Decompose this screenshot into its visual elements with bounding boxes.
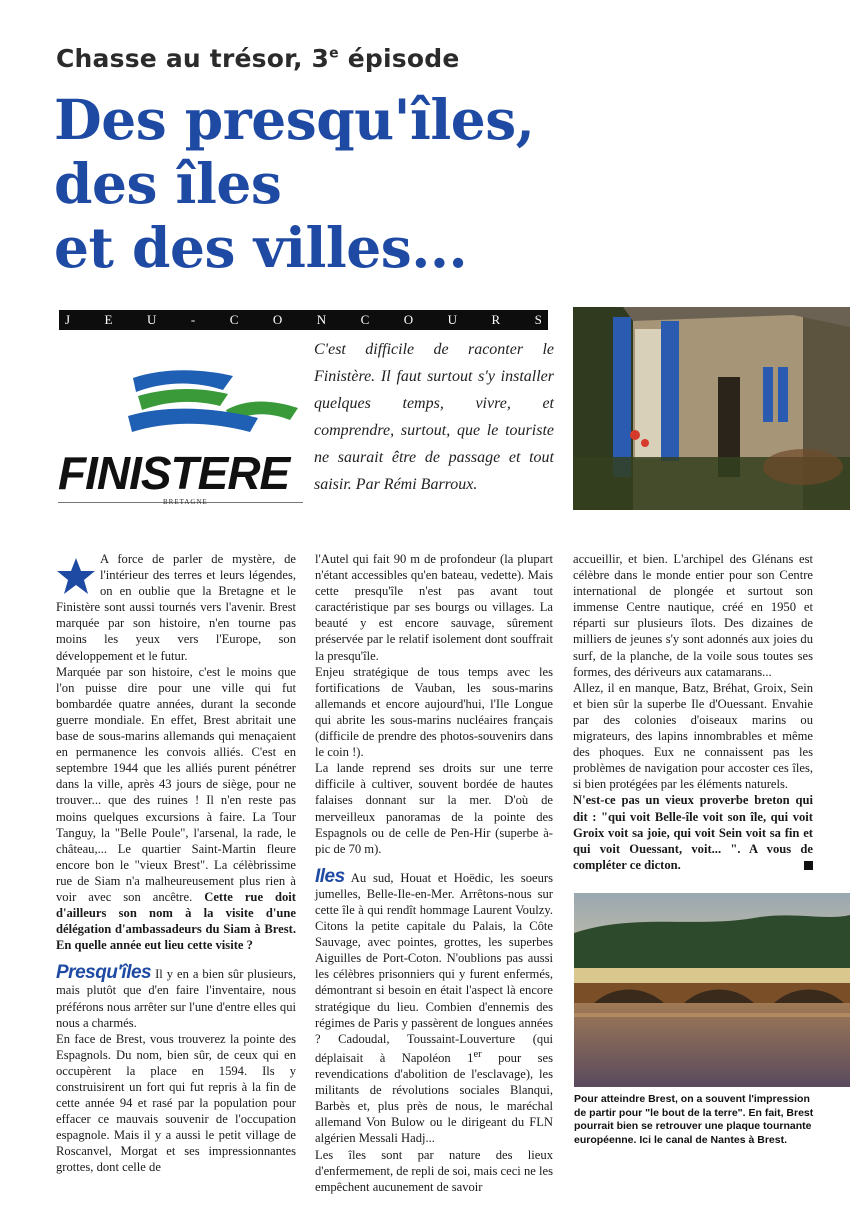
headline-line-1: Des presqu'îles,: [54, 87, 535, 152]
paragraph: accueillir, et bien. L'archipel des Glénans est célèbre dans le monde entier pour son Centre international de plongée et surtout son immense Centre nautique, créé en 1950 et réparti sur plusieurs îlots. Des dizaines de milliers de jeunes s'y sont adonnés aux joies du surf, de la planche, de la voile sous toutes ses formes, des dériveurs aux catamarans...: [573, 552, 813, 679]
banner-letter: -: [190, 312, 196, 327]
logo-wordmark: FINISTERE: [58, 447, 290, 499]
finistere-waves-icon: [58, 368, 308, 448]
headline-line-3: et des villes...: [54, 215, 468, 280]
paragraph: l'Autel qui fait 90 m de profondeur (la plupart n'étant accessibles qu'en bateau, vedette). Mais cette presqu'île n'est pas avant tout caractéristique par ses bourgs ou villages. La beauté y est encore sauvage, sûrement préservée par le relatif isolement dont souffrait la presqu'île.: [315, 552, 553, 663]
banner-letter: R: [491, 312, 501, 327]
article-column-3: [573, 551, 813, 873]
jeu-concours-banner: [59, 310, 548, 330]
banner-letter: J: [65, 312, 71, 327]
paragraph: Allez, il en manque, Batz, Bréhat, Groix, Sein et bien sûr la superbe Ile d'Ouessant. Envahie par des colonies d'oiseaux marins ou migrateurs, des lapins innombrables et même des phoques. Eux ne connaissent pas les problèmes de navigation pour accoster ces îles, si bien protégées par les éléments naturels.: [573, 680, 813, 792]
photo-caption: Pour atteindre Brest, on a souvent l'impression de partir pour "le bout de la terre". En fait, Brest pourrait bien se retrouver une plaque tournante européenne. Ici le canal de Nantes à Brest.: [574, 1093, 814, 1146]
headline: [54, 88, 814, 280]
contest-question: N'est-ce pas un vieux proverbe breton qui dit : "qui voit Belle-île voit son île, qui voit Groix voit sa joie, qui voit Sein voit sa fin et qui voit Ouessant, voit... ". A vous de compléter ce dicton.: [573, 793, 813, 872]
intro-paragraph: C'est difficile de raconter le Finistère. Il faut surtout s'y installer quelques temps, vivre, et comprendre, surtout, que le touriste ne saurait être de passage et tout saisir. Par Rémi Barroux.: [314, 341, 554, 493]
paragraph: Les îles sont par nature des lieux d'enfermement, de repli de soi, mais ceci ne les empêchent aucunement de savoir: [315, 1147, 553, 1194]
contest-question: Cette rue doit d'ailleurs son nom à la visite d'une délégation d'ambassadeurs du Siam à Brest. En quelle année eut lieu cette visite ?: [56, 889, 296, 953]
banner-letter: O: [272, 312, 283, 327]
article-column-2: [315, 551, 553, 1195]
section-lead: Iles: [315, 865, 345, 887]
banner-letter: C: [360, 312, 370, 327]
star-icon: [56, 556, 96, 596]
paragraph: A force de parler de mystère, de l'intérieur des terres et leurs légendes, on en oublie que la Bretagne et le Finistère sont aussi tournés vers l'avenir. Brest marquée par son histoire, n'en tourne pas moins les yeux vers l'Europe, son développement et le futur.: [56, 552, 296, 663]
banner-letter: C: [229, 312, 239, 327]
kicker-title: Chasse au trésor, 3e épisode: [56, 44, 460, 73]
banner-letter: U: [146, 312, 157, 327]
banner-letter: O: [403, 312, 414, 327]
article-column-1: [56, 551, 296, 1176]
paragraph: Enjeu stratégique de tous temps avec les fortifications de Vauban, les sous-marins allemands et encore aujourd'hui, l'Ile Longue qui abrite les sous-marins nucléaires français (difficile de prendre des photos-souvenirs dans le coin !).: [315, 664, 553, 760]
paragraph: [573, 792, 813, 872]
paragraph: Marquée par son histoire, c'est le moins que l'on puisse dire pour une ville qui fut bombardée quatre années, durant la seconde guerre mondiale. En effet, Brest abritait une base de sous-marins allemands qui menaçaient en permanence les convois alliés. C'est en septembre 1944 que les alliés purent pénétrer dans la ville, après 43 jours de siège, pour ne trouver... que des ruines ! Il n'en reste pas moins quelques excursions à faire. La Tour Tanguy, la "Belle Poule", l'arsenal, la rade, le château,... Le quartier Saint-Martin fleure encore bon le "vieux Brest". La célèbrissime rue de Siam n'a malheureusement plus rien à voir avec son ancêtre. Cette rue doit d'ailleurs son nom à la visite d'une délégation d'ambassadeurs du Siam à Brest. En quelle année eut lieu cette visite ?: [56, 664, 296, 953]
section-lead: Presqu'îles: [56, 962, 152, 984]
logo-subtitle: BRETAGNE: [163, 498, 208, 506]
paragraph: La lande reprend ses droits sur une terre difficile à cultiver, souvent bordée de hautes falaises donnant sur la mer. D'où de merveilleux panoramas de la pointe des Espagnols ou de celle de Pen-Hir (superbe à-pic de 70 m).: [315, 761, 553, 856]
paragraph: En face de Brest, vous trouverez la pointe des Espagnols. Du nom, bien sûr, de ceux qui en occupèrent la place en 1594. Ils y construisirent un fort qui fut repris à la fin de cette année 94 et rasé par la population pour effacer ce mauvais souvenir de l'occupation espagnole. Mais il y a aussi le petit village de Roscanvel, Morgat et ses impressionnantes grottes, dont celle de: [56, 1031, 296, 1175]
paragraph: Presqu'îles Il y en a bien sûr plusieurs, mais plutôt que d'en faire l'inventaire, nous préférons nous arrêter sur l'une d'entre elles qui nous a charmés.: [56, 962, 296, 1030]
banner-letter: S: [534, 312, 542, 327]
end-mark-icon: [804, 861, 813, 870]
banner-letter: U: [447, 312, 458, 327]
stone-house-photo: [573, 307, 850, 510]
banner-letter: N: [316, 312, 327, 327]
paragraph: Iles Au sud, Houat et Hoëdic, les soeurs jumelles, Belle-Ile-en-Mer. Arrêtons-nous sur cette île à qui rendît hommage Laurent Voulzy. Citons la petite capitale du Palais, la Côte Sauvage, avec pointes, grottes, les superbes Aiguilles de Port-Coton. N'oublions pas aussi les célèbres prisonniers qui y furent enfermés, démontrant si besoin en était l'aspect là encore stratégique du lieu. Combien d'ennemis des régimes de Paris y passèrent de longues années ? Cadoudal, Toussaint-Louverture (qui déplaisait à Napoléon 1er pour ses revendications d'abolition de l'esclavage), les militants de révolutions sociales Blanqui, Barbès et, plus près de nous, le maréchal allemand Von Bulow ou le dirigeant du FLN algérien Messali Hadj...: [315, 865, 553, 1146]
finistere-logo: [58, 368, 308, 508]
canal-bridge-photo: [574, 893, 850, 1087]
headline-line-2: des îles: [54, 151, 282, 216]
banner-letter: E: [104, 312, 113, 327]
